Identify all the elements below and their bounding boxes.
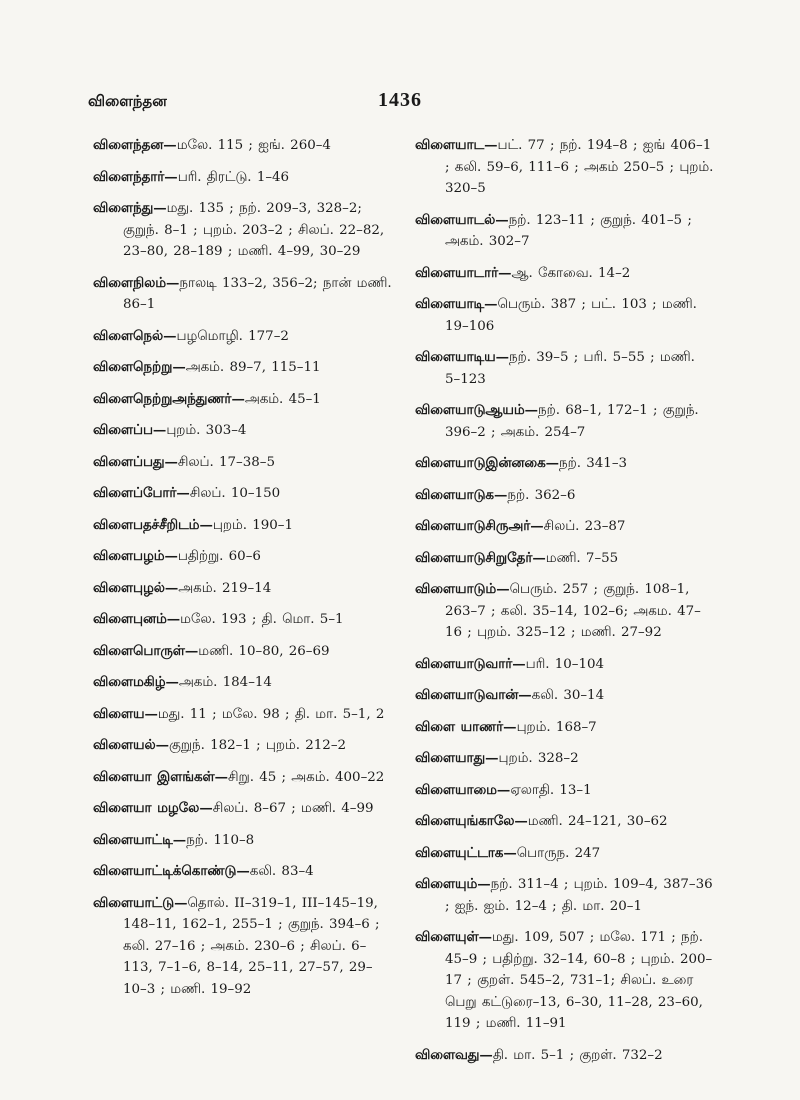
entry-references: நற். 110–8 [186,832,255,848]
entry-dash: — [503,718,517,735]
entry-headword: விளைநிலம் [93,274,166,291]
index-entry [415,453,715,475]
index-entry [93,273,393,316]
index-entry [415,1045,715,1067]
entry-references: ஆ. கோவை. 14–2 [511,265,631,281]
index-entry [415,748,715,770]
entry-headword: விளையா மழலே [93,800,200,816]
index-entry [93,357,393,379]
entry-dash: — [214,768,229,785]
index-entry [93,198,393,263]
entry-dash: — [164,453,178,470]
entry-references: பெரும். 257 ; குறுந். 108–1, 263–7 ; கலி. 35–14, 102–6; அகம. 47–16 ; புறம். 325–12 ; மணி. 27–92 [445,582,701,640]
entry-headword: விளையாட்டு [93,894,175,911]
entry-dash: — [493,486,508,503]
entry-references: நற். 362–6 [507,487,576,503]
index-entry [93,704,393,726]
entry-references: தொல். II–319–1, III–145–19, 148–11, 162–1, 255–1 ; குறுந். 394–6 ; கலி. 27–16 ; அகம். 230–6 ; சிலப். 6–113, 7–1–6, 8–14, 25–11, 27–57, 29–10–3 ; மணி. 19–92 [123,895,380,997]
entry-dash: — [236,863,250,879]
entry-references: சிலப். 17–38–5 [177,454,275,470]
entry-dash: — [514,813,528,829]
index-entry [415,263,715,285]
entry-dash: — [199,516,213,533]
entry-references: மது. 109, 507 ; மலே. 171 ; நற். 45–9 ; பதிற்று. 32–14, 60–8 ; புறம். 200–17 ; குறள். 545–2, 731–1; சிலப். உரை பெறு கட்டுரை–13, 6–30, 11–28, 23–60, 119 ; மணி. 11–91 [445,930,713,1031]
entry-dash: — [496,581,510,597]
entry-dash: — [164,168,178,185]
entry-headword: விளைபதச்சீறிடம் [93,516,200,533]
index-entry [93,735,393,757]
right-column [415,135,715,1076]
index-entry [93,389,393,411]
index-entry [415,579,715,644]
entry-headword: விளையாடும் [415,581,497,597]
entry-headword: விளைந்தன [93,137,164,153]
index-entry [415,843,715,865]
entry-headword: விளை யாணர் [415,718,504,735]
entry-references: புறம். 168–7 [516,719,597,735]
entry-headword: விளைவது [415,1046,480,1063]
entry-references: புறம். 303–4 [166,423,247,438]
entry-headword: விளைப்ப [93,422,153,438]
index-entry [93,515,393,537]
entry-references: பரி. திரட்டு. 1–46 [177,169,290,185]
index-entry [93,641,393,663]
index-entry [93,830,393,852]
entry-references: நற். 123–11 ; குறுந். 401–5 ; அகம். 302–7 [445,212,692,249]
index-entry [93,135,393,157]
entry-references: ஏலாதி. 13–1 [510,782,592,798]
entry-dash: — [478,929,492,945]
entry-headword: விளையாடிய [415,349,496,365]
index-entry [93,893,393,1001]
entry-headword: விளையாடி [415,296,485,312]
entry-references: பரி. 10–104 [525,656,605,672]
entry-references: சிலப். 8–67 ; மணி. 4–99 [212,801,374,816]
entry-headword: விளைந்து [93,200,154,216]
entry-headword: விளைபுழல் [93,579,165,596]
entry-references: பெரும். 387 ; பட். 103 ; மணி. 19–106 [445,297,697,334]
entry-headword: விளையாடல் [415,211,496,228]
index-entry [93,546,393,568]
entry-references: குறுந். 182–1 ; புறம். 212–2 [168,738,347,753]
entry-references: சிலப். 10–150 [189,486,281,501]
entry-references: புறம். 328–2 [498,751,579,766]
entry-headword: விளைப்பது [93,453,165,470]
entry-dash: — [152,422,167,438]
entry-references: நாலடி 133–2, 356–2; நான் மணி. 86–1 [123,275,392,312]
entry-dash: — [518,687,532,703]
entry-headword: விளைபழம் [93,548,165,564]
entry-references: மலே. 193 ; தி. மொ. 5–1 [180,612,344,627]
entry-references: அகம். 89–7, 115–11 [185,360,321,375]
entry-references: மது. 135 ; நற். 209–3, 328–2; குறுந். 8–1 ; புறம். 203–2 ; சிலப். 22–82, 23–80, 28–189 ; மணி. 4–99, 30–29 [123,201,385,259]
index-entry [415,717,715,739]
entry-headword: விளையுட்டாக [415,844,504,861]
entry-references: பட். 77 ; நற். 194–8 ; ஐங் 406–1 ; கலி. 59–6, 111–6 ; அகம் 250–5 ; புறம். 320–5 [445,138,714,196]
entry-references: பொருந. 247 [516,845,601,861]
index-entry [415,548,715,570]
index-entry [415,485,715,507]
entry-dash: — [172,359,186,375]
entry-headword: விளையாட [415,137,485,153]
entry-references: பழமொழி. 177–2 [176,328,289,344]
entry-references: மலே. 115 ; ஐங். 260–4 [176,138,331,153]
entry-headword: விளையாட்டிக்கொண்டு [93,863,237,879]
entry-dash: — [512,655,526,672]
entry-dash: — [496,781,511,798]
entry-references: மணி. 24–121, 30–62 [527,814,668,829]
entry-dash: — [477,876,491,892]
entry-dash: — [164,548,178,564]
entry-headword: விளைப்போர் [93,485,177,501]
entry-references: நற். 311–4 ; புறம். 109–4, 387–36 ; ஐந். ஐம். 12–4 ; தி. மா. 20–1 [445,877,713,914]
index-entry [93,767,393,789]
entry-headword: விளையாடுவான் [415,687,519,703]
entry-dash: — [532,549,546,566]
index-entry [415,654,715,676]
entry-dash: — [144,705,158,722]
entry-headword: விளைந்தார் [93,168,165,185]
index-entry [415,811,715,833]
entry-dash: — [155,737,169,753]
index-entry [93,167,393,189]
entry-dash: — [165,274,180,291]
index-entry [415,874,715,917]
page-header [88,89,712,116]
index-entry [93,578,393,600]
entry-dash: — [484,296,498,312]
entry-dash: — [163,137,177,153]
entry-references: சிலப். 23–87 [543,519,626,534]
entry-dash: — [530,518,544,534]
entry-references: மது. 11 ; மலே. 98 ; தி. மா. 5–1, 2 [157,706,385,722]
entry-dash: — [164,579,179,596]
entry-headword: விளைநெற்று [93,359,173,375]
entry-dash: — [166,611,181,627]
entry-references: புறம். 190–1 [212,517,294,533]
entry-dash: — [199,800,213,816]
entry-dash: — [174,894,188,911]
index-entry [415,210,715,253]
entry-dash: — [184,642,199,659]
entry-dash: — [524,402,539,418]
entry-dash: — [231,390,245,407]
entry-headword: விளையாமை [415,781,497,798]
index-entry [93,483,393,505]
entry-headword: விளையாடுசிறுதேர் [415,549,533,566]
entry-dash: — [153,200,167,216]
entry-headword: விளையாடுக [415,486,494,503]
entry-headword: விளையாடார் [415,264,499,281]
entry-headword: விளைநெற்றுஅந்துணர் [93,390,232,407]
entry-references: அகம். 45–1 [244,391,321,407]
entry-headword: விளைமகிழ் [93,674,166,690]
entry-headword: விளையாட்டி [93,831,173,848]
entry-headword: விளையா இளங்கள் [93,768,215,785]
index-entry [415,780,715,802]
entry-references: கலி. 30–14 [531,688,605,703]
entry-dash: — [176,485,190,501]
index-entry [415,516,715,538]
index-entry [415,347,715,390]
index-entry [93,861,393,883]
entry-dash: — [495,349,509,365]
entry-headword: விளையாடுசிருஅர் [415,518,531,534]
entry-references: கலி. 83–4 [249,864,314,879]
index-entry [93,326,393,348]
entry-dash: — [503,844,517,861]
entry-references: தி. மா. 5–1 ; குறள். 732–2 [492,1047,663,1063]
running-head: விளைந்தன [88,92,167,110]
index-entry [415,294,715,337]
entry-dash: — [545,455,560,471]
index-entry [93,452,393,474]
entry-headword: விளையுள் [415,929,479,945]
entry-dash: — [165,674,179,690]
entry-headword: விளையும் [415,876,478,892]
entry-references: மணி. 7–55 [545,550,619,566]
entry-headword: விளைநெல் [93,327,164,344]
index-entry [93,672,393,694]
entry-headword: விளையாடுஆயம் [415,402,525,418]
entry-dash: — [498,264,512,281]
entry-dash: — [172,831,187,848]
entry-headword: விளைபுனம் [93,611,167,627]
entry-references: அகம். 184–14 [178,675,272,690]
index-entry [415,685,715,707]
entry-references: அகம். 219–14 [178,580,272,596]
index-entry [415,400,715,443]
index-entry [93,420,393,442]
entry-references: நற். 39–5 ; பரி. 5–55 ; மணி. 5–123 [445,350,695,387]
entry-headword: விளைய [93,705,145,722]
entry-dash: — [479,1046,493,1063]
entry-headword: விளையாடுவார் [415,655,513,672]
entry-dash: — [163,327,177,344]
entry-headword: விளையுங்காலே [415,813,515,829]
left-column [93,135,393,1010]
entry-references: சிறு. 45 ; அகம். 400–22 [228,769,385,785]
entry-dash: — [495,211,509,228]
entry-references: மணி. 10–80, 26–69 [198,643,330,659]
entry-dash: — [484,137,498,153]
entry-references: நற். 341–3 [559,456,628,471]
entry-dash: — [485,750,499,766]
entry-references: பதிற்று. 60–6 [177,549,261,564]
entry-references: நற். 68–1, 172–1 ; குறுந். 396–2 ; அகம். 254–7 [445,403,699,440]
index-entry [93,798,393,820]
entry-headword: விளைபொருள் [93,642,185,659]
entry-headword: விளையல் [93,737,156,753]
page-number: 1436 [378,89,422,111]
index-entry [415,927,715,1035]
entry-headword: விளையாது [415,750,486,766]
index-entry [415,135,715,200]
index-entry [93,609,393,631]
entry-headword: விளையாடுஇன்னகை [415,455,546,471]
